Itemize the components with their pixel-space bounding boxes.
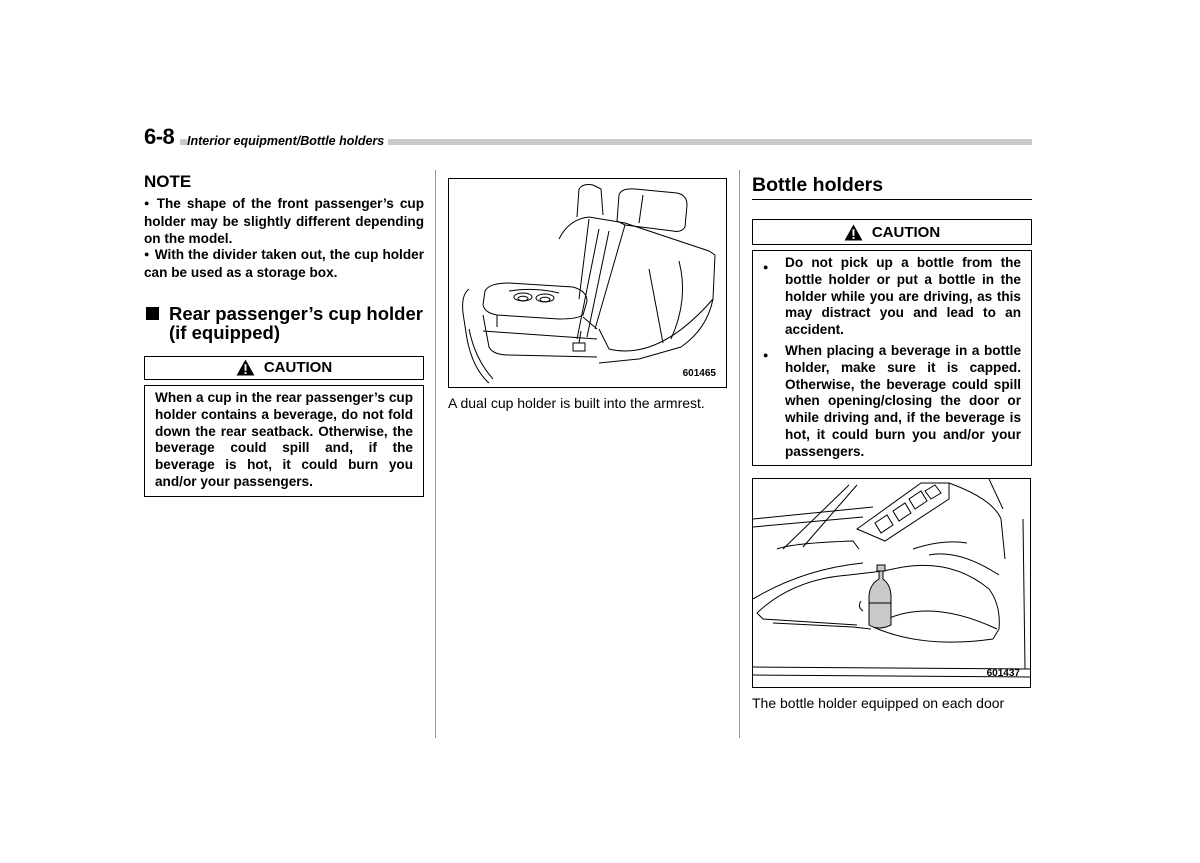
door-bottle-holder-illustration <box>753 479 1030 687</box>
warning-triangle-icon <box>844 224 863 241</box>
bullet-dot-icon: ● <box>763 262 769 272</box>
door-bottle-holder-figure <box>752 478 1031 688</box>
column-divider-1 <box>435 170 436 738</box>
caution-list-item: ● When placing a beverage in a bottle holder, make sure it is capped. Otherwise, the beverage could spill when opening/closing the door or while driving and, if the beverage is hot, it could burn you and/or your passengers. <box>755 343 1021 461</box>
subheading-rear-cup-holder: Rear passenger’s cup holder (if equipped) <box>144 304 424 342</box>
caution-body: When a cup in the rear passenger’s cup holder contains a beverage, do not fold down the rear seatback. Otherwise, the beverage could spill and, if the beverage is hot, it could burn you and/or your passengers. <box>144 385 424 497</box>
caution-header: CAUTION <box>752 219 1032 245</box>
figure-caption: A dual cup holder is built into the armrest. <box>448 395 705 411</box>
left-column <box>144 172 424 497</box>
page-number: 6-8 <box>144 124 180 150</box>
figure-code: 601465 <box>682 368 716 379</box>
rear-seat-illustration <box>449 179 726 387</box>
note-item: ● With the divider taken out, the cup holder can be used as a storage box. <box>144 247 424 281</box>
bottle-icon <box>859 565 891 628</box>
note-title: NOTE <box>144 172 192 191</box>
caution-list-item: ● Do not pick up a bottle from the bottle holder or put a bottle in the holder while you are driving, as this may distract you and lead to an accident. <box>755 255 1021 339</box>
note-item: ● The shape of the front passenger’s cup holder may be slightly different depending on the model. <box>144 196 425 246</box>
middle-column <box>448 178 728 412</box>
running-header-title: Interior equipment/Bottle holders <box>187 134 388 148</box>
figure-code: 601437 <box>986 667 1020 679</box>
column-divider-2 <box>739 170 740 738</box>
caution-body <box>752 250 1032 466</box>
bullet-dot-icon: ● <box>144 198 152 208</box>
bullet-dot-icon: ● <box>763 349 769 360</box>
figure-caption: The bottle holder equipped on each door <box>752 694 1005 711</box>
black-square-icon <box>146 307 159 320</box>
right-column <box>752 174 1032 712</box>
rear-armrest-cup-holder-figure <box>448 178 727 388</box>
warning-triangle-icon <box>236 359 255 376</box>
bullet-dot-icon: ● <box>144 249 150 260</box>
caution-header: CAUTION <box>144 356 424 380</box>
section-title: Bottle holders <box>752 174 1032 200</box>
